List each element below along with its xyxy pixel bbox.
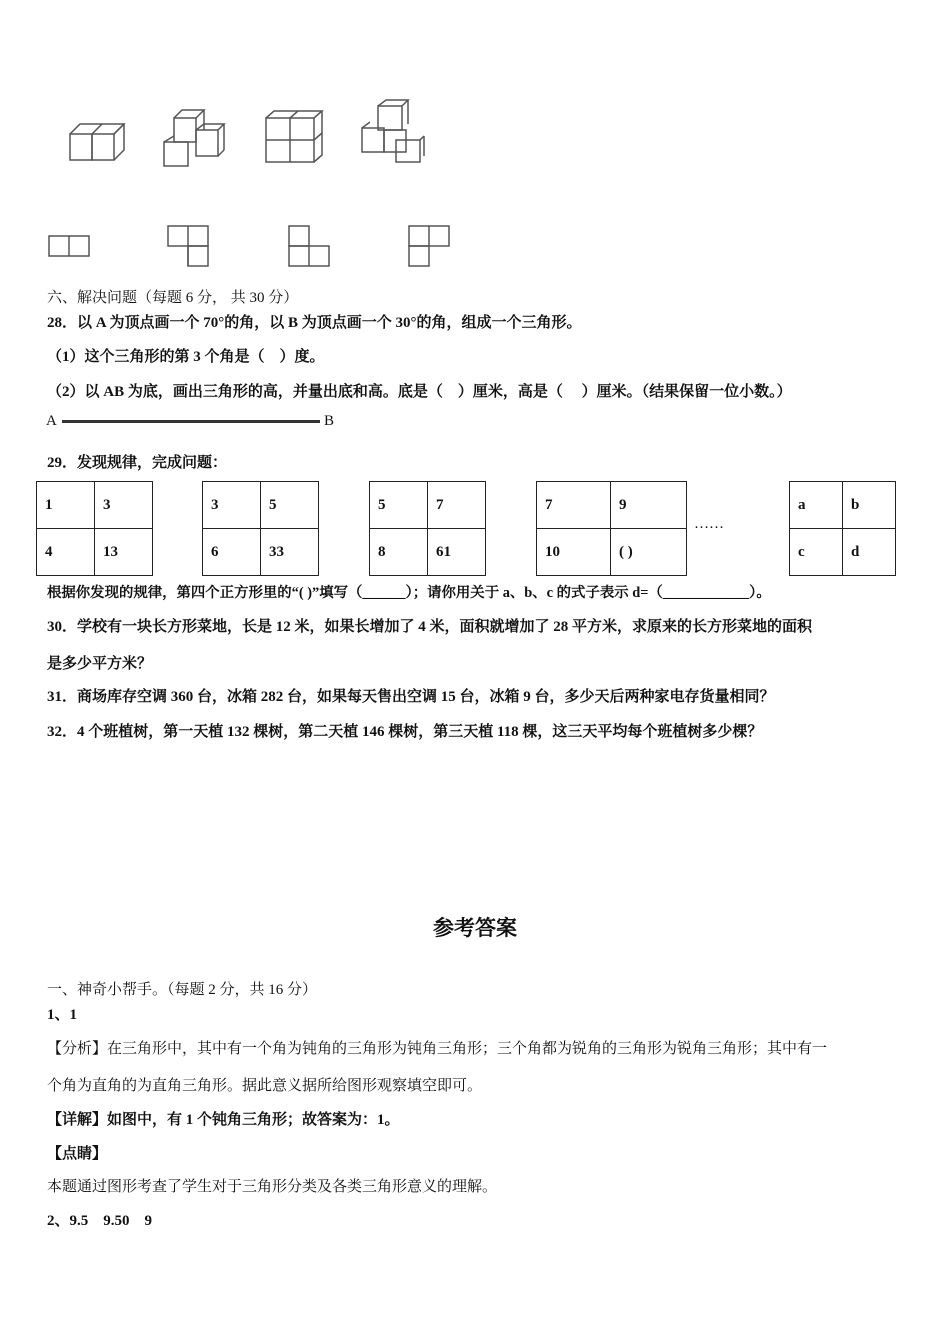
square-cell: 5 <box>261 482 319 529</box>
question-32: 32．4 个班植树，第一天植 132 棵树，第二天植 146 棵树，第三天植 118 棵，这三天平均每个班植树多少棵？ <box>47 724 763 740</box>
square-cell: ( ) <box>611 529 687 576</box>
pattern-square-2 <box>202 481 319 576</box>
square-cell: b <box>843 482 896 529</box>
question-29-prompt: 根据你发现的规律，第四个正方形里的“( )”填写（______）；请你用关于 a、b、c 的式子表示 d=（____________）。 <box>47 585 771 601</box>
square-cell: 3 <box>95 482 153 529</box>
answer-1: 1、1 <box>47 1007 78 1023</box>
square-cell: d <box>843 529 896 576</box>
pattern-ellipsis: …… <box>694 516 724 532</box>
cube-figure-4 <box>356 98 426 166</box>
note-label: 【点睛】 <box>47 1146 108 1162</box>
cube-figure-3 <box>262 108 324 166</box>
answer-2: 2、9.5 9.50 9 <box>47 1213 153 1229</box>
square-cell: 5 <box>370 482 428 529</box>
segment-label-a: A <box>46 413 57 429</box>
square-cell: 10 <box>537 529 611 576</box>
question-28-part-2: （2）以 AB 为底，画出三角形的高，并量出底和高。底是（ ）厘米，高是（ ）厘米。（结果保留一位小数。） <box>47 384 792 400</box>
question-30-line-1: 30．学校有一块长方形菜地，长是 12 米，如果长增加了 4 米，面积就增加了 28 平方米，求原来的长方形菜地的面积 <box>47 619 813 635</box>
square-cell: 1 <box>37 482 95 529</box>
square-cell: a <box>790 482 843 529</box>
answers-title: 参考答案 <box>433 916 517 940</box>
square-cell: 9 <box>611 482 687 529</box>
question-31: 31．商场库存空调 360 台，冰箱 282 台，如果每天售出空调 15 台，冰箱 9 台，多少天后两种家电存货量相同？ <box>47 689 775 705</box>
square-cell: 61 <box>428 529 486 576</box>
square-cell: 4 <box>37 529 95 576</box>
cube-figure-1 <box>66 118 126 166</box>
view-figure-4 <box>407 224 453 268</box>
segment-label-b: B <box>324 413 335 429</box>
square-cell: 7 <box>428 482 486 529</box>
square-cell: c <box>790 529 843 576</box>
pattern-square-5 <box>789 481 896 576</box>
answers-section-heading: 一、神奇小帮手。（每题 2 分，共 16 分） <box>47 982 318 998</box>
square-cell: 13 <box>95 529 153 576</box>
question-28-part-1: （1）这个三角形的第 3 个角是（ ）度。 <box>47 349 325 365</box>
question-30-line-2: 是多少平方米？ <box>47 656 153 672</box>
square-cell: 7 <box>537 482 611 529</box>
detail-text: 【详解】如图中，有 1 个钝角三角形；故答案为：1。 <box>47 1112 400 1128</box>
question-28: 28．以 A 为顶点画一个 70°的角，以 B 为顶点画一个 30°的角，组成一个三角形。 <box>47 315 582 331</box>
pattern-square-3 <box>369 481 486 576</box>
pattern-square-4 <box>536 481 687 576</box>
question-29: 29．发现规律，完成问题： <box>47 455 228 471</box>
cube-figure-2 <box>160 106 226 170</box>
analysis-line-1: 【分析】在三角形中，其中有一个角为钝角的三角形为钝角三角形；三个角都为锐角的三角形为锐角三角形；其中有一 <box>47 1041 828 1057</box>
section-heading: 六、解决问题（每题 6 分， 共 30 分） <box>47 290 299 306</box>
note-text: 本题通过图形考查了学生对于三角形分类及各类三角形意义的理解。 <box>47 1179 498 1195</box>
view-figure-2 <box>166 224 212 268</box>
view-figure-3 <box>287 224 333 268</box>
pattern-square-1 <box>36 481 153 576</box>
view-figure-1 <box>47 234 93 258</box>
square-cell: 33 <box>261 529 319 576</box>
square-cell: 8 <box>370 529 428 576</box>
square-cell: 3 <box>203 482 261 529</box>
square-cell: 6 <box>203 529 261 576</box>
segment-ab <box>62 420 320 423</box>
analysis-line-2: 个角为直角的为直角三角形。据此意义据所给图形观察填空即可。 <box>47 1078 483 1094</box>
